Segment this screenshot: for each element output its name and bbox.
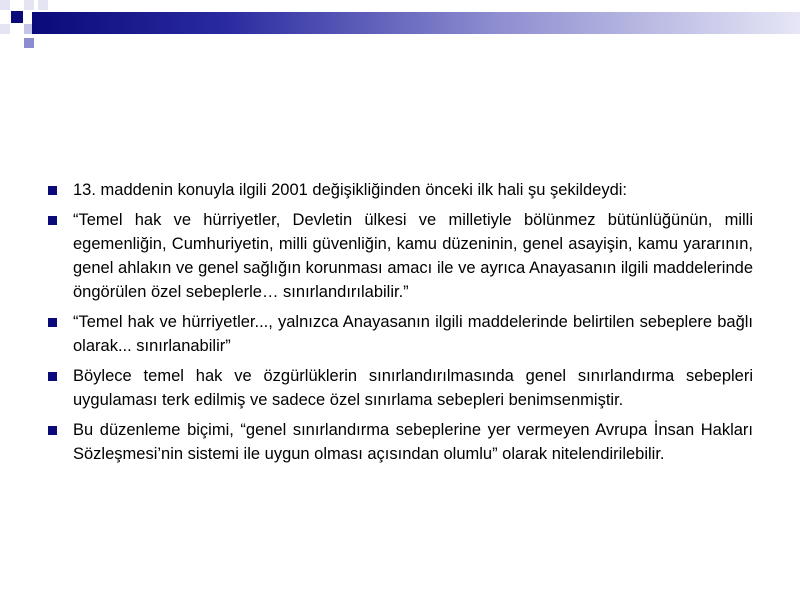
bullet-list	[46, 178, 753, 466]
bullet-text: Bu düzenleme biçimi, “genel sınırlandırma sebeplerine yer vermeyen Avrupa İnsan Hakları Sözleşmesi’nin sistemi ile uygun olması açısından olumlu” olarak nitelendirilebilir.	[73, 421, 753, 463]
bullet-text: 13. maddenin konuyla ilgili 2001 değişikliğinden önceki ilk hali şu şekildeydi:	[73, 181, 627, 199]
bullet-item	[46, 310, 753, 358]
square-bullet-icon	[48, 372, 57, 381]
bullet-item	[46, 178, 753, 202]
header-gradient-bar	[32, 12, 800, 34]
square-bullet-icon	[48, 186, 57, 195]
square-bullet-icon	[48, 426, 57, 435]
bullet-text: “Temel hak ve hürriyetler, Devletin ülkesi ve milletiyle bölünmez bütünlüğünün, milli egemenliğin, Cumhuriyetin, milli güvenliğin, kamu düzeninin, genel asayişin, kamu yararının, genel ahlakın ve genel sağlığın korunması amacı ile ve ayrıca Anayasanın ilgili maddelerinde öngörülen özel sebeplerle… sınırlandırılabilir.”	[73, 211, 753, 301]
decorative-square	[24, 0, 34, 10]
bullet-text: Böylece temel hak ve özgürlüklerin sınırlandırılmasında genel sınırlandırma sebepleri uygulaması terk edilmiş ve sadece özel sınırlama sebepleri benimsenmiştir.	[73, 367, 753, 409]
decorative-square	[0, 24, 10, 34]
bullet-item	[46, 418, 753, 466]
decorative-square	[0, 0, 10, 10]
bullet-text: “Temel hak ve hürriyetler..., yalnızca Anayasanın ilgili maddelerinde belirtilen sebeplere bağlı olarak... sınırlanabilir”	[73, 313, 753, 355]
square-bullet-icon	[48, 318, 57, 327]
slide-content	[46, 178, 753, 472]
decorative-square	[38, 0, 48, 10]
square-bullet-icon	[48, 216, 57, 225]
decorative-square-dark	[11, 11, 23, 23]
bullet-item	[46, 208, 753, 304]
bullet-item	[46, 364, 753, 412]
decorative-square	[24, 38, 34, 48]
